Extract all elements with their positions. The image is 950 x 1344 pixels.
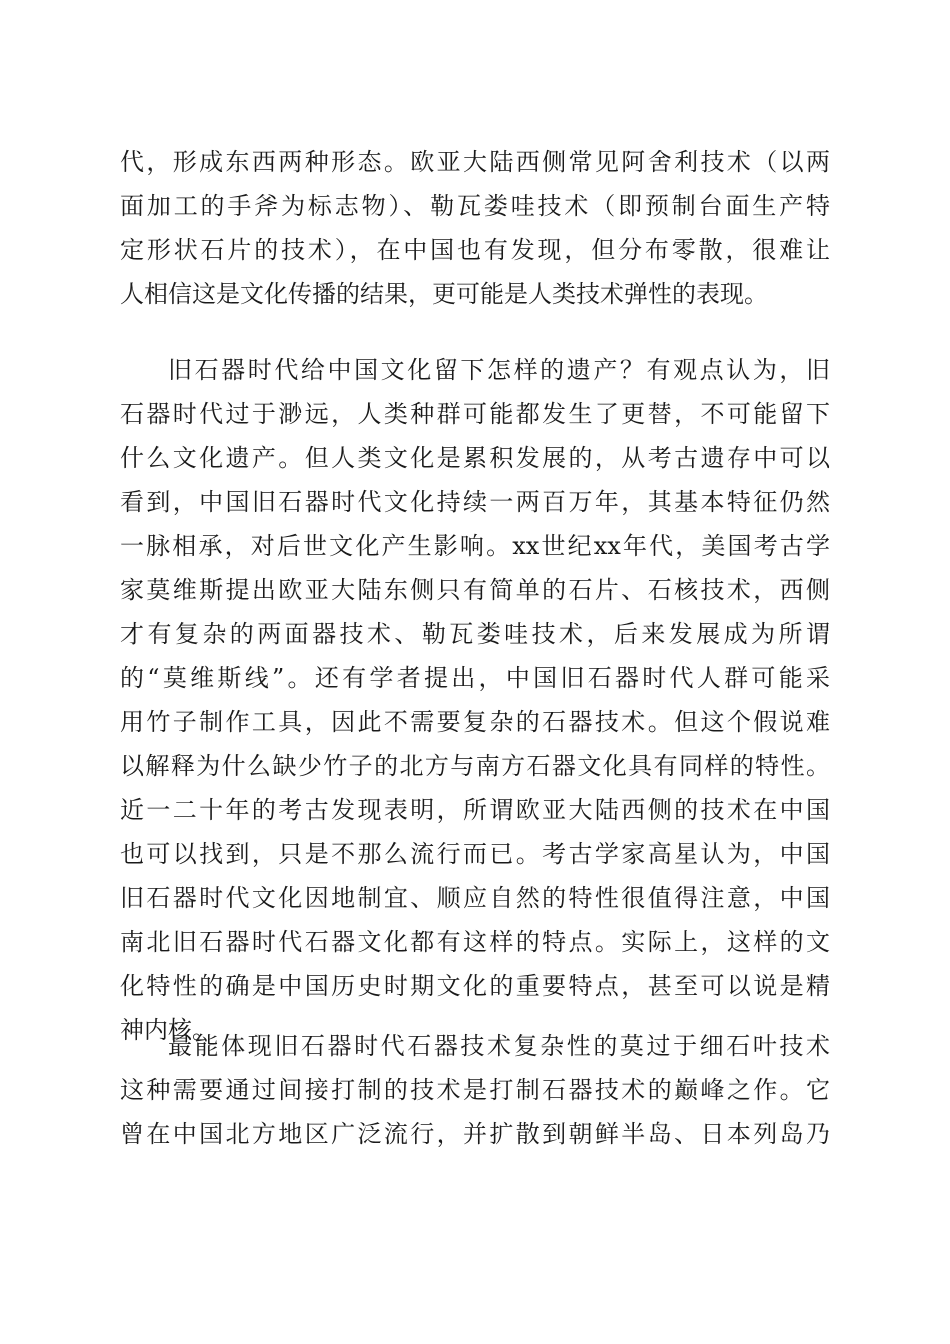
text-line: 以解释为什么缺少竹子的北方与南方石器文化具有同样的特性。	[120, 752, 830, 780]
text-line: 面加工的手斧为标志物）、勒瓦娄哇技术（即预制台面生产特	[120, 192, 830, 220]
paragraph-3	[120, 1024, 830, 1156]
text-line: 最能体现旧石器时代石器技术复杂性的莫过于细石叶技术	[168, 1032, 830, 1060]
text-line: 石器时代过于渺远，人类种群可能都发生了更替，不可能留下	[120, 400, 830, 428]
text-line: 用竹子制作工具，因此不需要复杂的石器技术。但这个假说难	[120, 708, 830, 736]
text-line: 旧石器时代给中国文化留下怎样的遗产？有观点认为，旧	[168, 356, 830, 384]
text-line: 一脉相承，对后世文化产生影响。xx世纪xx年代，美国考古学	[120, 532, 830, 560]
text-line: 代，形成东西两种形态。欧亚大陆西侧常见阿舍利技术（以两	[120, 148, 830, 176]
text-line: 化特性的确是中国历史时期文化的重要特点，甚至可以说是精	[120, 972, 830, 1000]
text-line: 这种需要通过间接打制的技术是打制石器技术的巅峰之作。它	[120, 1076, 830, 1104]
text-line: 神内核。	[120, 1016, 216, 1044]
text-line: 看到，中国旧石器时代文化持续一两百万年，其基本特征仍然	[120, 488, 830, 516]
text-line: 也可以找到，只是不那么流行而已。考古学家高星认为，中国	[120, 840, 830, 868]
text-line: 才有复杂的两面器技术、勒瓦娄哇技术，后来发展成为所谓	[120, 620, 830, 648]
paragraph-1	[120, 140, 830, 316]
text-line: 南北旧石器时代石器文化都有这样的特点。实际上，这样的文	[120, 928, 830, 956]
text-line: 曾在中国北方地区广泛流行，并扩散到朝鲜半岛、日本列岛乃	[120, 1120, 830, 1148]
text-line: 旧石器时代文化因地制宜、顺应自然的特性很值得注意，中国	[120, 884, 830, 912]
paragraph-2	[120, 348, 830, 1052]
text-line: 人相信这是文化传播的结果，更可能是人类技术弹性的表现。	[120, 280, 768, 308]
text-line: 近一二十年的考古发现表明，所谓欧亚大陆西侧的技术在中国	[120, 796, 830, 824]
text-line: 定形状石片的技术），在中国也有发现，但分布零散，很难让	[120, 236, 830, 264]
text-line: 什么文化遗产。但人类文化是累积发展的，从考古遗存中可以	[120, 444, 830, 472]
text-line: 家莫维斯提出欧亚大陆东侧只有简单的石片、石核技术，西侧	[120, 576, 830, 604]
text-line: 的“莫维斯线”。还有学者提出，中国旧石器时代人群可能采	[120, 664, 830, 692]
